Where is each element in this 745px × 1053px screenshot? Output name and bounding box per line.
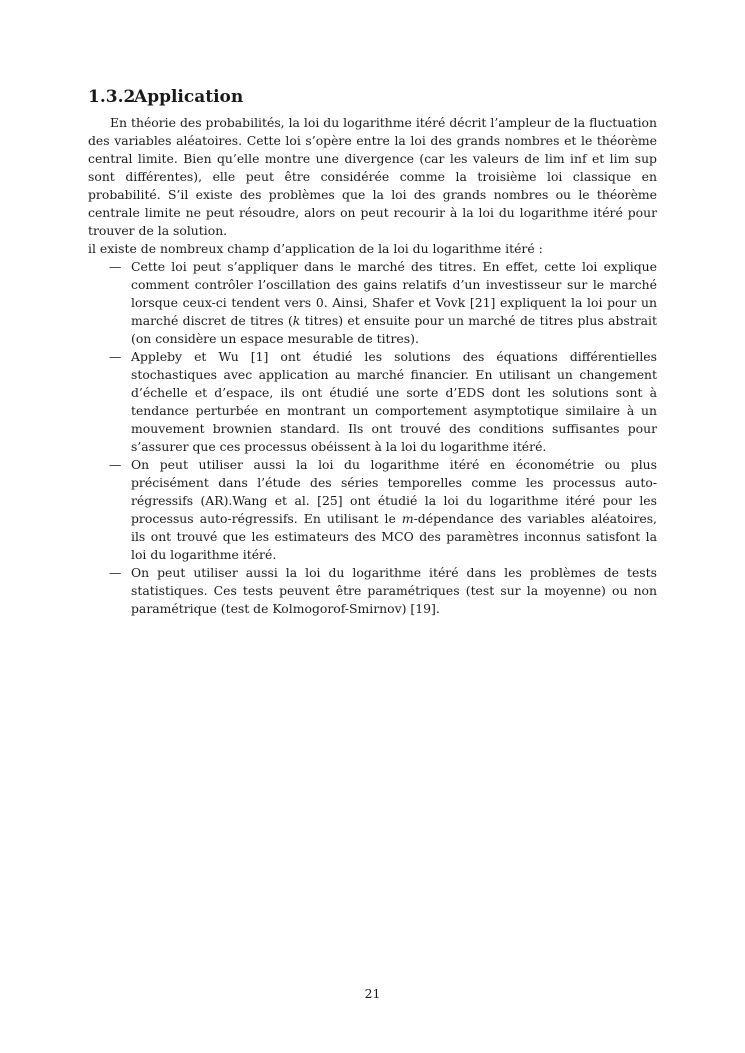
list-item-text: Cette loi peut s’appliquer dans le marché des titres. En effet, cette loi explique comment contrôler l’oscillation des gains relatifs d’un investisseur sur le marché lorsque ceux-ci tendent vers 0. Ainsi, Shafer et Vovk [21] expliquent la loi pour un marché discret de titres (	[131, 259, 657, 328]
application-list	[88, 258, 657, 618]
section-number: 1.3.2	[88, 87, 136, 107]
list-item-text: On peut utiliser aussi la loi du logarithme itéré dans les problèmes de tests statistiques. Ces tests peuvent être paramétriques (test sur la moyenne) ou non paramétrique (test de Kolmogorof-Smirnov) [19].	[131, 565, 657, 616]
list-item-text: On peut utiliser aussi la loi du logarithme itéré en économétrie ou plus précisément dans l’étude des séries temporelles comme les processus auto-régressifs (AR).Wang et al. [25] ont étudié la loi du logarithme itéré pour les processus auto-régressifs. En utilisant le	[131, 457, 657, 526]
list-item-text: Appleby et Wu [1] ont étudié les solutions des équations différentielles stochastiques avec application au marché financier. En utilisant un changement d’échelle et d’espace, ils ont étudié une sorte d’EDS dont les solutions sont à tendance perturbée en montrant un comportement asymptotique similaire à un mouvement brownien standard. Ils ont trouvé des conditions suffisantes pour s’assurer que ces processus obéissent à la loi du logarithme itéré.	[131, 349, 657, 454]
page-number: 21	[364, 986, 381, 1001]
list-item	[88, 258, 657, 348]
dash-bullet: —	[109, 457, 122, 472]
section-title: Application	[134, 87, 244, 107]
list-item	[88, 564, 657, 618]
list-item	[88, 348, 657, 456]
dash-bullet: —	[109, 565, 122, 580]
page-content	[88, 86, 657, 618]
list-item-text: titres) et ensuite pour un marché de titres plus abstrait (on considère un espace mesurable de titres).	[131, 313, 657, 346]
intro-paragraph: En théorie des probabilités, la loi du logarithme itéré décrit l’ampleur de la fluctuation des variables aléatoires. Cette loi s’opère entre la loi des grands nombres et le théorème central limite. Bien qu’elle montre une divergence (car les valeurs de lim inf et lim sup sont différentes), elle peut être considérée comme la troisième loi classique en probabilité. S’il existe des problèmes que la loi des grands nombres ou le théorème centrale limite ne peut résoudre, alors on peut recourir à la loi du logarithme itéré pour trouver de la solution.	[88, 115, 657, 238]
list-item	[88, 456, 657, 564]
list-intro-line: il existe de nombreux champ d’application de la loi du logarithme itéré :	[88, 241, 543, 256]
section-heading	[88, 86, 657, 108]
dash-bullet: —	[109, 259, 122, 274]
math-variable: k	[292, 313, 301, 328]
math-variable: m	[401, 511, 414, 526]
list-item-text: -dépendance des variables aléatoires, ils ont trouvé que les estimateurs des MCO des paramètres inconnus satisfont la loi du logarithme itéré.	[131, 511, 657, 562]
dash-bullet: —	[109, 349, 122, 364]
